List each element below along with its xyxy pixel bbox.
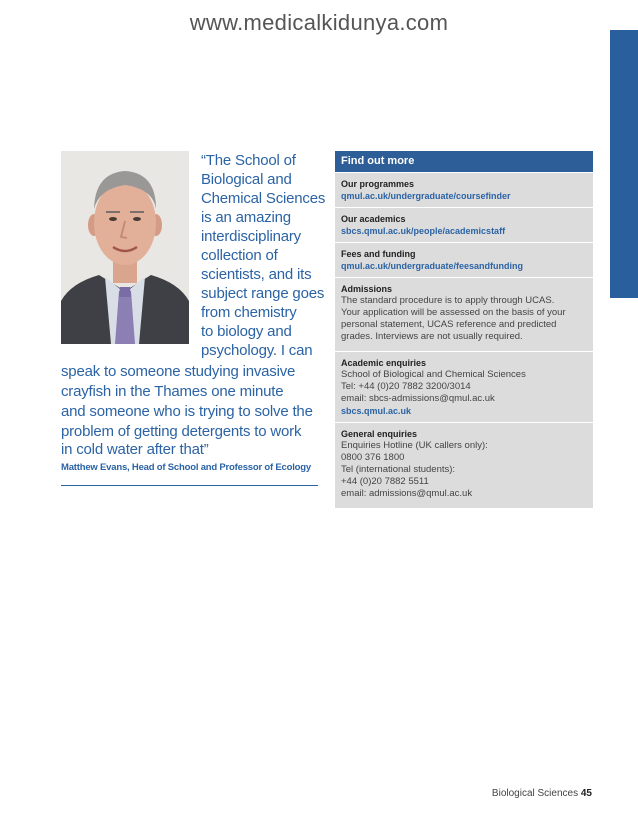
item-text: 0800 376 1800: [341, 452, 405, 463]
panel-item-academic-enquiries: [335, 351, 593, 422]
panel-item-fees: [335, 242, 593, 277]
item-text: School of Biological and Chemical Sciences: [341, 369, 526, 380]
item-text: Your application will be assessed on the basis of your: [341, 307, 566, 318]
programmes-link[interactable]: qmul.ac.uk/undergraduate/coursefinder: [341, 191, 511, 201]
item-text: grades. Interviews are not usually required.: [341, 331, 523, 342]
panel-item-academics: [335, 207, 593, 242]
item-text: Tel (international students):: [341, 464, 456, 475]
item-text: +44 (0)20 7882 5511: [341, 476, 429, 487]
item-text: Enquiries Hotline (UK callers only):: [341, 440, 488, 451]
item-label: Our academics: [341, 214, 406, 224]
footer-section: Biological Sciences: [491, 788, 579, 799]
panel-item-general-enquiries: [335, 422, 593, 508]
find-out-more-panel: [335, 151, 593, 508]
quote-line: is an amazing: [201, 209, 291, 226]
item-label: Academic enquiries: [341, 358, 427, 368]
quote-line: “The School of: [201, 152, 296, 169]
quote-attribution: Matthew Evans, Head of School and Professor of Ecology: [61, 462, 311, 473]
divider: [61, 485, 318, 486]
watermark-url: www.medicalkidunya.com: [189, 10, 449, 35]
quote-line: speak to someone studying invasive: [61, 363, 296, 380]
panel-title: Find out more: [335, 151, 593, 172]
quote-line: and someone who is trying to solve the: [61, 403, 313, 420]
quote-line: subject range goes: [201, 285, 325, 302]
page-footer: [492, 788, 592, 799]
quote-line: psychology. I can: [201, 342, 313, 359]
quote-line: in cold water after that”: [61, 441, 209, 458]
portrait-illustration: [61, 151, 189, 344]
page-number: 45: [580, 788, 592, 799]
panel-item-admissions: [335, 277, 593, 351]
sbcs-link[interactable]: sbcs.qmul.ac.uk: [341, 406, 412, 416]
item-text: Tel: +44 (0)20 7882 3200/3014: [341, 381, 471, 392]
item-label: General enquiries: [341, 429, 418, 439]
quote-line: Biological and: [201, 171, 292, 188]
item-label: Our programmes: [341, 179, 415, 189]
fees-link[interactable]: qmul.ac.uk/undergraduate/feesandfunding: [341, 261, 524, 271]
portrait-photo: [61, 151, 189, 344]
quote-line: crayfish in the Thames one minute: [61, 383, 284, 400]
quote-line: collection of: [201, 247, 278, 264]
email-text: email: admissions@qmul.ac.uk: [341, 488, 473, 499]
email-text: email: sbcs-admissions@qmul.ac.uk: [341, 393, 495, 404]
item-label: Fees and funding: [341, 249, 416, 259]
panel-item-programmes: [335, 172, 593, 207]
quote-line: from chemistry: [201, 304, 297, 321]
item-label: Admissions: [341, 284, 393, 294]
item-text: personal statement, UCAS reference and predicted: [341, 319, 557, 330]
quote-line: interdisciplinary: [201, 228, 301, 245]
quote-line: scientists, and its: [201, 266, 312, 283]
section-edge-tab: [610, 30, 638, 298]
item-text: The standard procedure is to apply through UCAS.: [341, 295, 555, 306]
academics-link[interactable]: sbcs.qmul.ac.uk/people/academicstaff: [341, 226, 506, 236]
quote-line: problem of getting detergents to work: [61, 423, 302, 440]
quote-line: to biology and: [201, 323, 292, 340]
quote-line: Chemical Sciences: [201, 190, 326, 207]
